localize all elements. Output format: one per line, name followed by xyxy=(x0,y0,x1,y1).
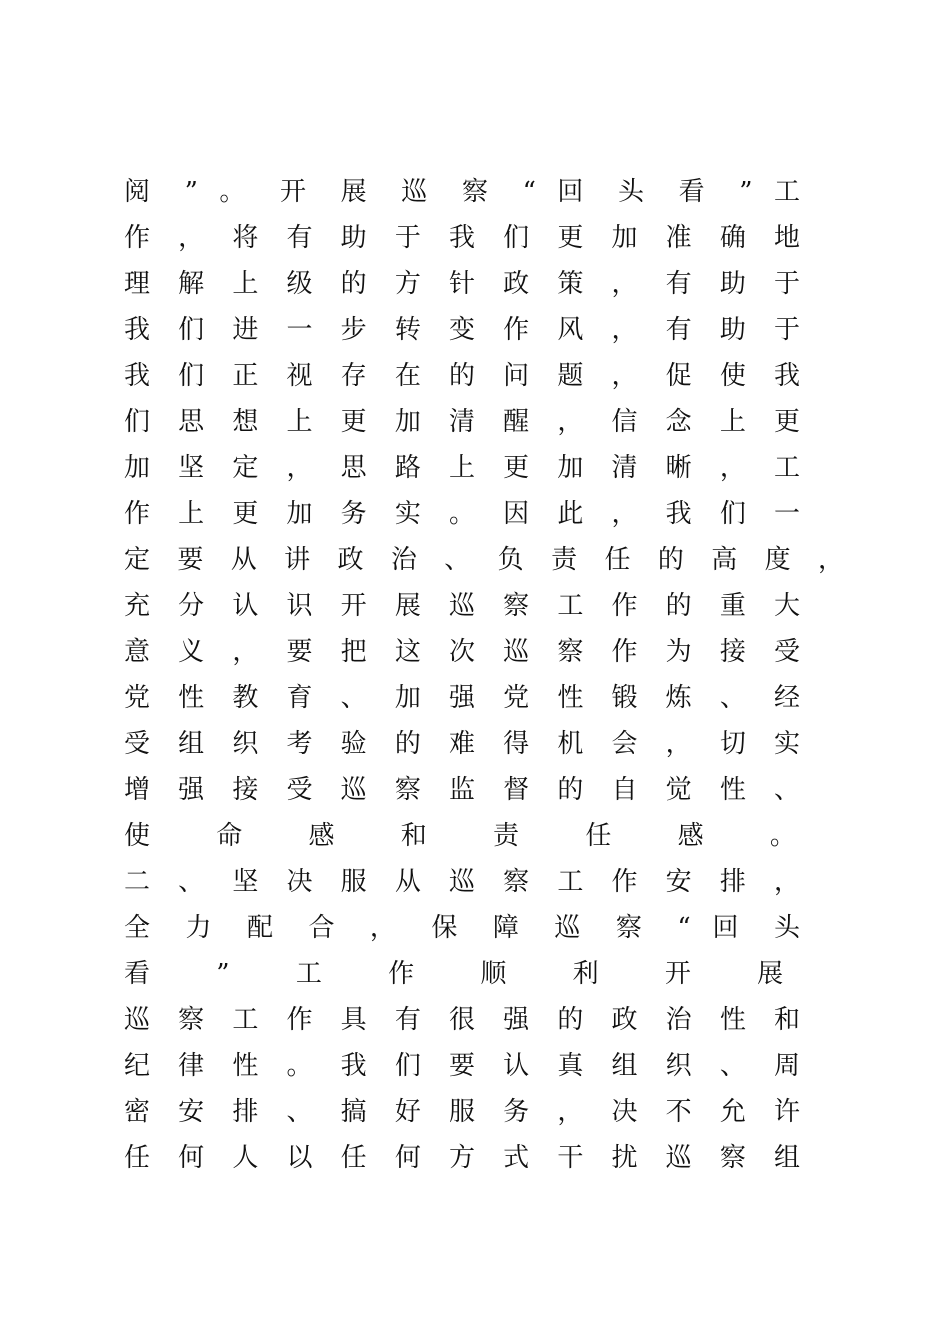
text-line: 任 何 人 以 任 何 方 式 干 扰 巡 察 组 xyxy=(124,1143,800,1173)
text-line: 定 要 从 讲 政 治 、 负 责 任 的 高 度 ， xyxy=(124,545,844,575)
text-line: 我 们 正 视 存 在 的 问 题 ， 促 使 我 xyxy=(124,361,800,391)
section-heading-line: 二 、 坚 决 服 从 巡 察 工 作 安 排 ， xyxy=(124,867,800,897)
text-line: 纪 律 性 。 我 们 要 认 真 组 织 、 周 xyxy=(124,1051,800,1081)
text-line: 党 性 教 育 、 加 强 党 性 锻 炼 、 经 xyxy=(124,683,800,713)
text-line: 阅 ” 。 开 展 巡 察 “ 回 头 看 ” 工 xyxy=(124,177,800,207)
text-line: 巡 察 工 作 具 有 很 强 的 政 治 性 和 xyxy=(124,1005,800,1035)
text-line: 们 思 想 上 更 加 清 醒 ， 信 念 上 更 xyxy=(124,407,800,437)
text-line: 理 解 上 级 的 方 针 政 策 ， 有 助 于 xyxy=(124,269,800,299)
text-line: 加 坚 定 ， 思 路 上 更 加 清 晰 ， 工 xyxy=(124,453,800,483)
text-line: 使 命 感 和 责 任 感 。 xyxy=(124,821,825,851)
section-heading-line: 看 ” 工 作 顺 利 开 展 xyxy=(124,959,813,989)
text-line: 充 分 认 识 开 展 巡 察 工 作 的 重 大 xyxy=(124,591,800,621)
text-line: 增 强 接 受 巡 察 监 督 的 自 觉 性 、 xyxy=(124,775,800,805)
section-heading-line: 全 力 配 合 ， 保 障 巡 察 “ 回 头 xyxy=(124,913,800,943)
text-line: 我 们 进 一 步 转 变 作 风 ， 有 助 于 xyxy=(124,315,800,345)
text-line: 作 上 更 加 务 实 。 因 此 ， 我 们 一 xyxy=(124,499,800,529)
text-line: 作 ， 将 有 助 于 我 们 更 加 准 确 地 xyxy=(124,223,800,253)
text-line: 意 义 ， 要 把 这 次 巡 察 作 为 接 受 xyxy=(124,637,800,667)
text-line: 密 安 排 、 搞 好 服 务 ， 决 不 允 许 xyxy=(124,1097,800,1127)
text-line: 受 组 织 考 验 的 难 得 机 会 ， 切 实 xyxy=(124,729,800,759)
